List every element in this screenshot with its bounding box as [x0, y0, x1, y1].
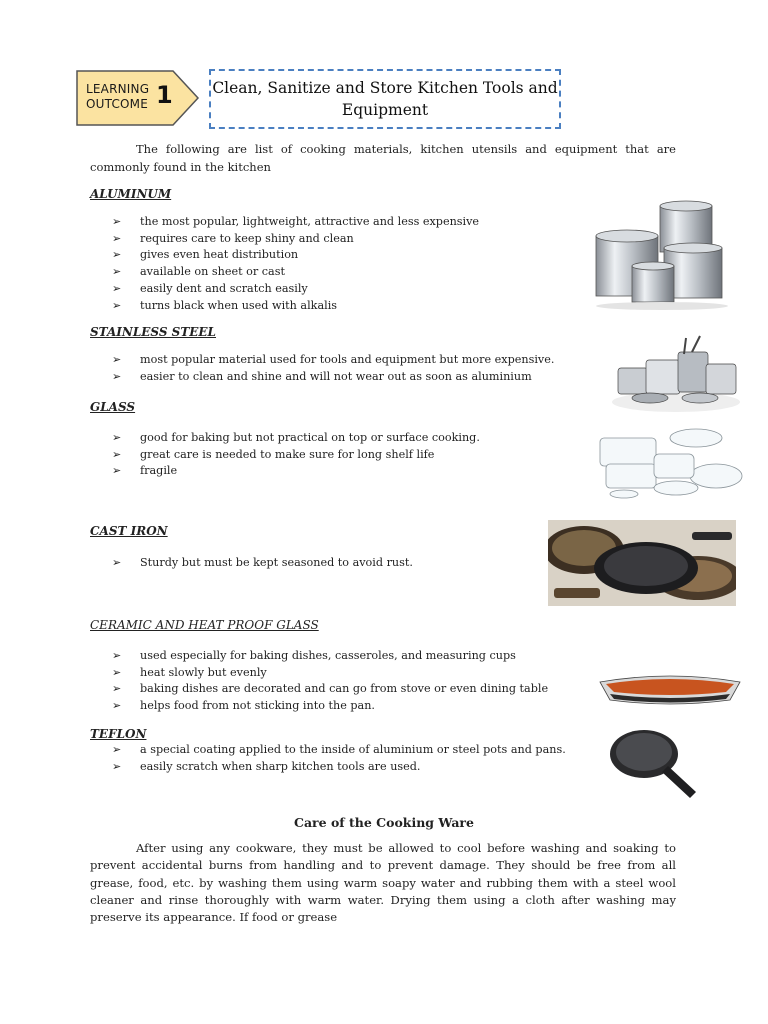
aluminum-pots-image	[592, 198, 732, 310]
arrow-bullet-icon: ➢	[112, 556, 122, 569]
heading-teflon: TEFLON	[90, 727, 147, 741]
list-item: ➢ available on sheet or cast	[112, 264, 479, 281]
arrow-bullet-icon: ➢	[112, 699, 122, 713]
arrow-bullet-icon: ➢	[112, 759, 122, 773]
list-glass	[112, 430, 480, 480]
arrow-bullet-icon: ➢	[112, 248, 122, 262]
list-ceramic	[112, 648, 548, 715]
arrow-bullet-icon: ➢	[112, 298, 122, 312]
badge-label-line2: OUTCOME	[86, 97, 149, 111]
list-item: ➢ most popular material used for tools and equipment but more expensive.	[112, 352, 554, 369]
arrow-bullet-icon: ➢	[112, 353, 122, 366]
arrow-bullet-icon: ➢	[112, 682, 122, 696]
list-item: ➢ easier to clean and shine and will not wear out as soon as aluminium	[112, 369, 554, 386]
arrow-bullet-icon: ➢	[112, 665, 122, 679]
arrow-bullet-icon: ➢	[112, 447, 122, 461]
intro-paragraph: The following are list of cooking materials, kitchen utensils and equipment that are commonly found in the kitchen	[90, 142, 676, 174]
list-item: ➢ a special coating applied to the inside of aluminium or steel pots and pans.	[112, 742, 566, 759]
list-cast-iron	[112, 555, 413, 572]
list-item: ➢ good for baking but not practical on top or surface cooking.	[112, 430, 480, 447]
arrow-bullet-icon: ➢	[112, 743, 122, 756]
teflon-pan-image	[606, 722, 702, 800]
list-item: ➢ helps food from not sticking into the pan.	[112, 698, 548, 715]
page-title-line2: Equipment	[341, 101, 429, 119]
list-item: ➢ used especially for baking dishes, casseroles, and measuring cups	[112, 648, 548, 665]
heading-aluminum: ALUMINUM	[90, 187, 172, 201]
cast-iron-pans-image	[548, 520, 736, 606]
arrow-bullet-icon: ➢	[112, 369, 122, 383]
badge-number: 1	[156, 81, 173, 109]
learning-outcome-badge	[76, 70, 200, 126]
care-section-title: Care of the Cooking Ware	[294, 815, 474, 830]
badge-label-line1: LEARNING	[86, 82, 150, 96]
arrow-bullet-icon: ➢	[112, 649, 122, 662]
care-paragraph: After using any cookware, they must be allowed to cool before washing and soaking to prevent accidental burns from handling and to prevent damage. They should be free from all grease, food, etc. by washing them using warm soapy water and rubbing them with a steel wool cleaner and rinse thoroughly with warm water. Drying them using a cloth after washing may preserve its appearance. If food or grease	[90, 841, 676, 925]
page-title	[209, 69, 561, 129]
heading-glass: GLASS	[90, 400, 136, 414]
list-item: ➢ easily scratch when sharp kitchen tools are used.	[112, 759, 566, 776]
list-stainless-steel	[112, 352, 554, 385]
list-item: ➢ gives even heat distribution	[112, 247, 479, 264]
heading-stainless-steel: STAINLESS STEEL	[90, 325, 216, 339]
arrow-bullet-icon: ➢	[112, 231, 122, 245]
arrow-bullet-icon: ➢	[112, 431, 122, 444]
page-title-line1: Clean, Sanitize and Store Kitchen Tools and	[212, 79, 558, 97]
heading-ceramic-heat-proof-glass: CERAMIC AND HEAT PROOF GLASS	[90, 618, 319, 632]
list-item: ➢ easily dent and scratch easily	[112, 281, 479, 298]
arrow-bullet-icon: ➢	[112, 215, 122, 228]
list-item: ➢ baking dishes are decorated and can go from stove or even dining table	[112, 681, 548, 698]
list-item: ➢ the most popular, lightweight, attractive and less expensive	[112, 214, 479, 231]
list-item: ➢ heat slowly but evenly	[112, 665, 548, 682]
list-item: ➢ fragile	[112, 463, 480, 480]
list-item: ➢ Sturdy but must be kept seasoned to avoid rust.	[112, 555, 413, 572]
arrow-bullet-icon: ➢	[112, 265, 122, 279]
stainless-cookware-image	[610, 332, 742, 414]
glass-bakeware-image	[596, 424, 746, 500]
list-teflon	[112, 742, 566, 775]
badge-label	[86, 82, 149, 112]
list-aluminum	[112, 214, 479, 314]
arrow-bullet-icon: ➢	[112, 281, 122, 295]
list-item: ➢ requires care to keep shiny and clean	[112, 231, 479, 248]
list-item: ➢ turns black when used with alkalis	[112, 298, 479, 315]
arrow-bullet-icon: ➢	[112, 464, 122, 478]
ceramic-baking-dish-image	[596, 672, 744, 706]
list-item: ➢ great care is needed to make sure for long shelf life	[112, 447, 480, 464]
heading-cast-iron: CAST IRON	[90, 524, 168, 538]
